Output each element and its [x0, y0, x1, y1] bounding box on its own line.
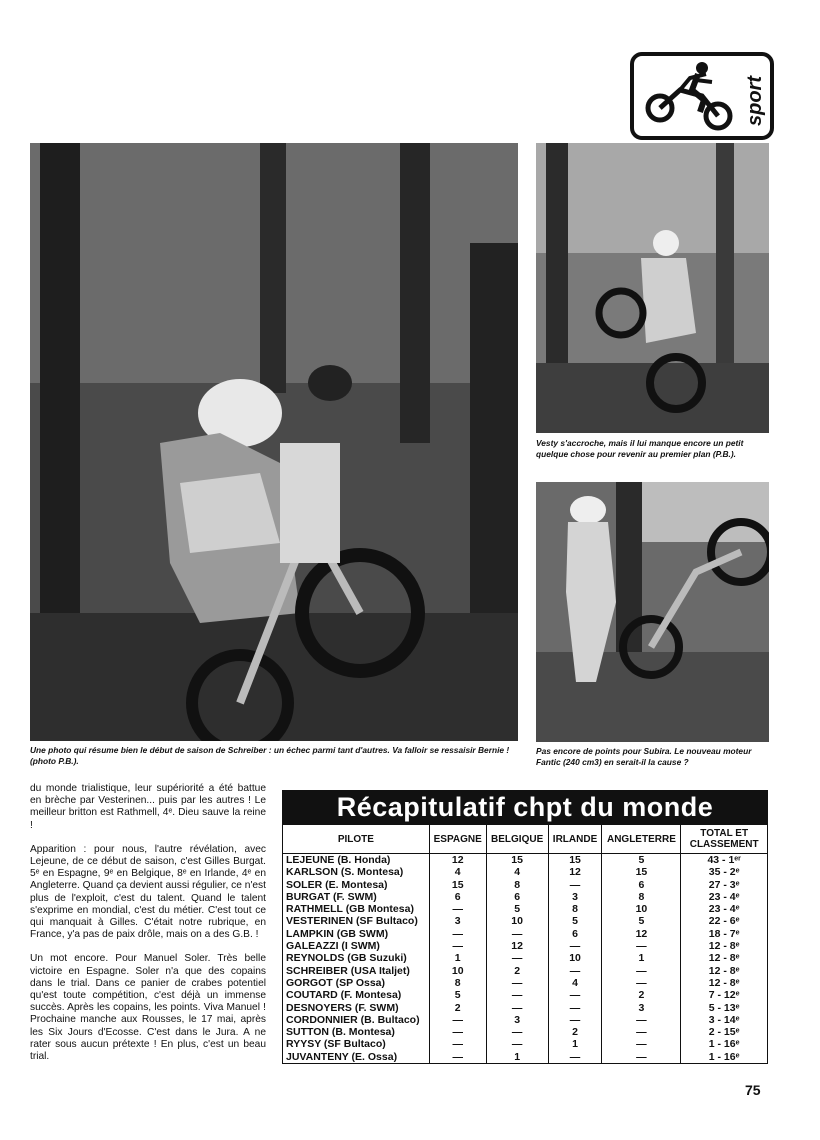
cell-irlande: 2 [548, 1026, 602, 1038]
cell-espagne: 4 [429, 866, 486, 878]
cell-irlande: 10 [548, 952, 602, 964]
cell-irlande: 8 [548, 903, 602, 915]
table-row [283, 1002, 768, 1014]
header-irlande: IRLANDE [548, 825, 602, 854]
table-row [283, 965, 768, 977]
cell-belgique: 8 [486, 879, 548, 891]
cell-irlande: — [548, 965, 602, 977]
cell-pilote: REYNOLDS (GB Suzuki) [283, 952, 430, 964]
cell-pilote: SOLER (E. Montesa) [283, 879, 430, 891]
header-total: TOTAL ET CLASSEMENT [681, 825, 768, 854]
page-number: 75 [745, 1082, 761, 1098]
table-header-row [283, 825, 768, 854]
top-right-photo [536, 143, 769, 433]
cell-angleterre: 3 [602, 1002, 681, 1014]
svg-text:sport: sport [744, 76, 766, 126]
cell-pilote: CORDONNIER (B. Bultaco) [283, 1014, 430, 1026]
cell-total: 1 - 16ᵉ [681, 1038, 768, 1050]
cell-total: 7 - 12ᵉ [681, 989, 768, 1001]
cell-pilote: RATHMELL (GB Montesa) [283, 903, 430, 915]
table-row [283, 1014, 768, 1026]
cell-irlande: — [548, 879, 602, 891]
table-row [283, 903, 768, 915]
cell-pilote: VESTERINEN (SF Bultaco) [283, 915, 430, 927]
cell-espagne: 1 [429, 952, 486, 964]
table-row [283, 952, 768, 964]
cell-belgique: — [486, 928, 548, 940]
cell-pilote: JUVANTENY (E. Ossa) [283, 1051, 430, 1064]
table-row [283, 989, 768, 1001]
cell-total: 43 - 1ᵉʳ [681, 854, 768, 867]
table-row [283, 977, 768, 989]
cell-belgique: 10 [486, 915, 548, 927]
cell-irlande: — [548, 940, 602, 952]
cell-angleterre: — [602, 1038, 681, 1050]
bottom-right-photo [536, 482, 769, 742]
cell-irlande: 3 [548, 891, 602, 903]
table-row [283, 1026, 768, 1038]
main-photo-caption: Une photo qui résume bien le début de saison de Schreiber : un échec parmi tant d'autres. Va falloir se ressaisir Bernie ! (photo P.B.). [30, 745, 510, 766]
cell-irlande: 4 [548, 977, 602, 989]
cell-pilote: BURGAT (F. SWM) [283, 891, 430, 903]
article-paragraph-3: Un mot encore. Pour Manuel Soler. Très belle victoire en Espagne. Soler n'a que des copains dans le trial. Dans ce panier de crabes potentiel qu'est toute compétition, c'est déjà un immense succès. Après les copains, les points. Viva Manuel ! Prochaine manche aux Rousses, le 17 mai, après les Six Jours d'Ecosse. C'est dans le Jura. A ne rater sous aucun prétexte ! En plus, c'est un beau trial. [30, 953, 266, 1063]
cell-irlande: 5 [548, 915, 602, 927]
cell-angleterre: 12 [602, 928, 681, 940]
cell-angleterre: — [602, 940, 681, 952]
sport-word [744, 62, 766, 130]
table-row [283, 866, 768, 878]
bottom-right-photo-caption: Pas encore de points pour Subira. Le nouveau moteur Fantic (240 cm3) en serait-il la cause ? [536, 746, 752, 767]
cell-belgique: 2 [486, 965, 548, 977]
cell-total: 12 - 8ᵉ [681, 952, 768, 964]
cell-espagne: — [429, 928, 486, 940]
cell-pilote: SCHREIBER (USA Italjet) [283, 965, 430, 977]
cell-total: 5 - 13ᵉ [681, 1002, 768, 1014]
cell-angleterre: 6 [602, 879, 681, 891]
header-angleterre: ANGLETERRE [602, 825, 681, 854]
cell-pilote: COUTARD (F. Montesa) [283, 989, 430, 1001]
cell-belgique: 4 [486, 866, 548, 878]
cell-angleterre: 5 [602, 854, 681, 867]
cell-irlande: — [548, 1014, 602, 1026]
cell-irlande: — [548, 989, 602, 1001]
cell-pilote: LAMPKIN (GB SWM) [283, 928, 430, 940]
table-row [283, 891, 768, 903]
cell-total: 27 - 3ᵉ [681, 879, 768, 891]
cell-total: 22 - 6ᵉ [681, 915, 768, 927]
sport-logo [630, 52, 774, 140]
cell-angleterre: 1 [602, 952, 681, 964]
header-espagne: ESPAGNE [429, 825, 486, 854]
cell-total: 12 - 8ᵉ [681, 977, 768, 989]
table-row [283, 879, 768, 891]
article-text [30, 783, 266, 1075]
table-row [283, 928, 768, 940]
cell-belgique: 12 [486, 940, 548, 952]
cell-total: 23 - 4ᵉ [681, 903, 768, 915]
cell-angleterre: 2 [602, 989, 681, 1001]
cell-espagne: 3 [429, 915, 486, 927]
cell-angleterre: — [602, 965, 681, 977]
cell-irlande: 6 [548, 928, 602, 940]
ranking-box [282, 790, 768, 1064]
cell-pilote: GORGOT (SP Ossa) [283, 977, 430, 989]
header-belgique: BELGIQUE [486, 825, 548, 854]
cell-espagne: 8 [429, 977, 486, 989]
cell-belgique: — [486, 1038, 548, 1050]
cell-total: 3 - 14ᵉ [681, 1014, 768, 1026]
cell-angleterre: — [602, 1051, 681, 1064]
cell-pilote: RYYSY (SF Bultaco) [283, 1038, 430, 1050]
table-row [283, 915, 768, 927]
cell-irlande: 1 [548, 1038, 602, 1050]
cell-pilote: KARLSON (S. Montesa) [283, 866, 430, 878]
article-paragraph-1: du monde trialistique, leur supériorité a été battue en brèche par Vesterinen... puis par les autres ! Le meilleur britton est Rathmell, 4ᵉ. Dieu sauve la reine ! [30, 783, 266, 831]
cell-espagne: 6 [429, 891, 486, 903]
cell-pilote: SUTTON (B. Montesa) [283, 1026, 430, 1038]
main-photo [30, 143, 518, 741]
cell-belgique: — [486, 977, 548, 989]
cell-espagne: — [429, 1026, 486, 1038]
cell-espagne: — [429, 903, 486, 915]
header-pilote: PILOTE [283, 825, 430, 854]
cell-angleterre: — [602, 1026, 681, 1038]
cell-irlande: — [548, 1002, 602, 1014]
cell-espagne: 5 [429, 989, 486, 1001]
cell-belgique: — [486, 1026, 548, 1038]
cell-total: 12 - 8ᵉ [681, 965, 768, 977]
cell-belgique: 6 [486, 891, 548, 903]
cell-angleterre: 10 [602, 903, 681, 915]
cell-espagne: 15 [429, 879, 486, 891]
cell-belgique: 5 [486, 903, 548, 915]
cell-belgique: 15 [486, 854, 548, 867]
cell-espagne: — [429, 1038, 486, 1050]
table-row [283, 1038, 768, 1050]
cell-espagne: 10 [429, 965, 486, 977]
cell-belgique: 3 [486, 1014, 548, 1026]
motorcycle-rider-icon [640, 60, 736, 132]
cell-irlande: 15 [548, 854, 602, 867]
cell-belgique: — [486, 1002, 548, 1014]
cell-espagne: — [429, 940, 486, 952]
top-right-photo-caption: Vesty s'accroche, mais il lui manque encore un petit quelque chose pour revenir au premier plan (P.B.). [536, 438, 744, 459]
cell-total: 18 - 7ᵉ [681, 928, 768, 940]
table-title: Récapitulatif chpt du monde [282, 790, 768, 824]
cell-total: 23 - 4ᵉ [681, 891, 768, 903]
cell-total: 35 - 2ᵉ [681, 866, 768, 878]
cell-total: 12 - 8ᵉ [681, 940, 768, 952]
table-row [283, 940, 768, 952]
article-paragraph-2: Apparition : pour nous, l'autre révélation, avec Lejeune, de ce début de saison, c'est Gilles Burgat. 5ᵉ en Espagne, 9ᵉ en Belgique, 8ᵉ en Irlande, 4ᵉ en Angleterre. Quand ça devient aussi régulier, ce n'est plus de l'exploit, c'est du talent. Quand le talent s'exprime en mondial, c'est du métier. C'est tout ce qui manquait à Gilles. C'était notre rubrique, en France, y'a pas de paix drôle, mais on a des G.B. ! [30, 843, 266, 941]
cell-belgique: 1 [486, 1051, 548, 1064]
cell-espagne: — [429, 1051, 486, 1064]
cell-espagne: — [429, 1014, 486, 1026]
cell-total: 1 - 16ᵉ [681, 1051, 768, 1064]
table-row [283, 1051, 768, 1064]
cell-espagne: 2 [429, 1002, 486, 1014]
cell-espagne: 12 [429, 854, 486, 867]
cell-pilote: LEJEUNE (B. Honda) [283, 854, 430, 867]
cell-irlande: — [548, 1051, 602, 1064]
cell-irlande: 12 [548, 866, 602, 878]
ranking-table [282, 824, 768, 1064]
cell-total: 2 - 15ᵉ [681, 1026, 768, 1038]
cell-angleterre: 8 [602, 891, 681, 903]
cell-pilote: GALEAZZI (I SWM) [283, 940, 430, 952]
cell-belgique: — [486, 952, 548, 964]
cell-angleterre: 15 [602, 866, 681, 878]
cell-belgique: — [486, 989, 548, 1001]
cell-angleterre: 5 [602, 915, 681, 927]
table-row [283, 854, 768, 867]
cell-pilote: DESNOYERS (F. SWM) [283, 1002, 430, 1014]
cell-angleterre: — [602, 1014, 681, 1026]
cell-angleterre: — [602, 977, 681, 989]
